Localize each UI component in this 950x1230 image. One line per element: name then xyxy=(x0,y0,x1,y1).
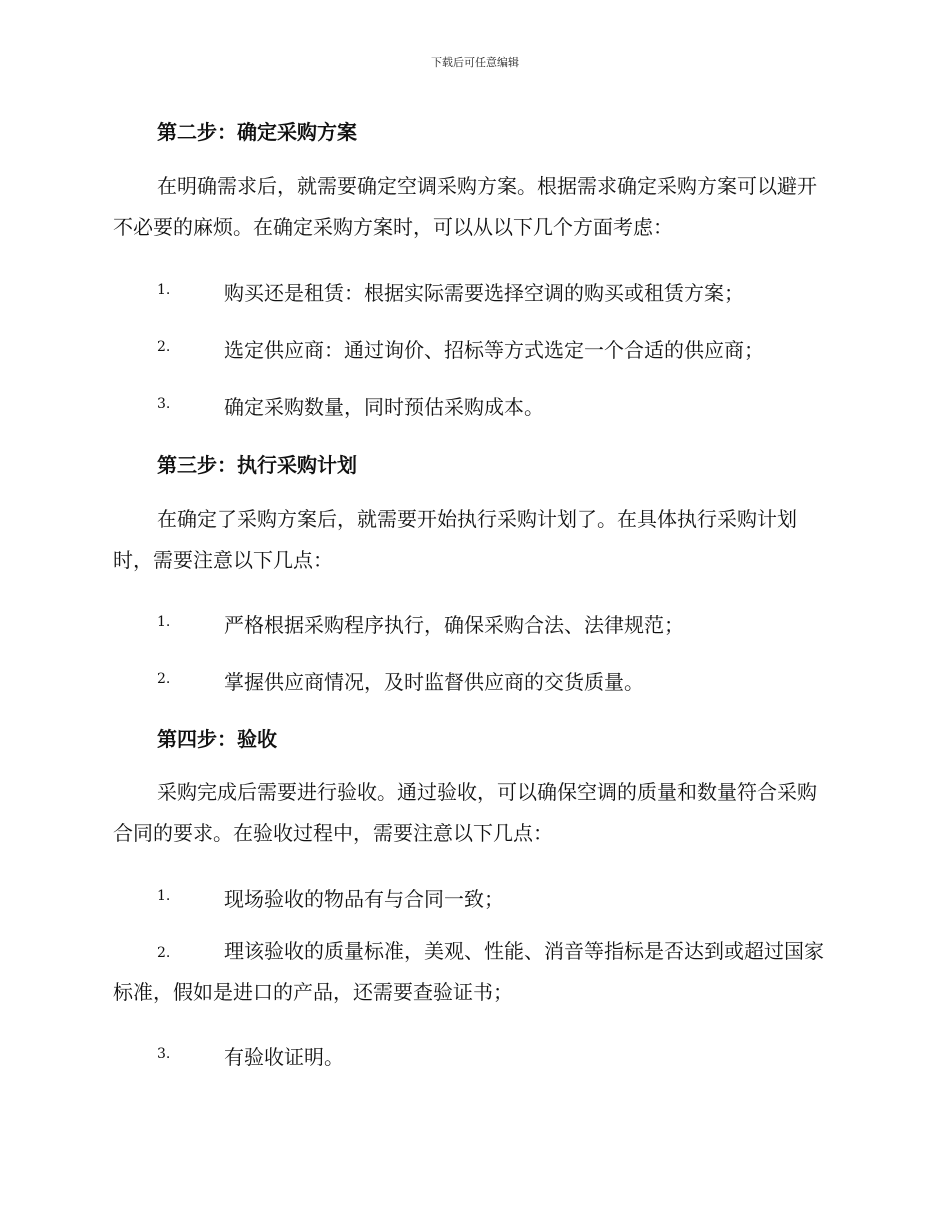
section-intro-step2: 在明确需求后，就需要确定空调采购方案。根据需求确定采购方案可以避开不必要的麻烦。在确定采购方案时，可以从以下几个方面考虑： xyxy=(113,174,817,239)
section-heading-step2: 第二步：确定采购方案 xyxy=(157,120,357,144)
list-item-number: 3. xyxy=(157,1046,171,1062)
list-item-text: 理该验收的质量标准，美观、性能、消音等指标是否达到或超过国家标准，假如是进口的产品，还需要查验证书； xyxy=(113,939,824,1004)
list-item-number: 2. xyxy=(157,945,171,961)
list-item-number: 2. xyxy=(157,671,171,687)
list-item-text: 有验收证明。 xyxy=(224,1045,344,1069)
section-intro-step4: 采购完成后需要进行验收。通过验收，可以确保空调的质量和数量符合采购合同的要求。在验收过程中，需要注意以下几点： xyxy=(113,780,817,845)
list-item-text: 严格根据采购程序执行，确保采购合法、法律规范； xyxy=(224,613,684,637)
list-item-text: 掌握供应商情况，及时监督供应商的交货质量。 xyxy=(224,670,644,694)
list-item-number: 1. xyxy=(157,614,171,630)
list-item-text: 现场验收的物品有与合同一致； xyxy=(224,887,504,911)
list-item-number: 2. xyxy=(157,339,171,355)
list-item-number: 3. xyxy=(157,396,171,412)
section-intro-step3: 在确定了采购方案后，就需要开始执行采购计划了。在具体执行采购计划时，需要注意以下几点： xyxy=(113,507,797,572)
list-item-text: 购买还是租赁：根据实际需要选择空调的购买或租赁方案； xyxy=(224,281,744,305)
list-item-text: 选定供应商：通过询价、招标等方式选定一个合适的供应商； xyxy=(224,338,764,362)
list-item-number: 1. xyxy=(157,888,171,904)
page-header: 下载后可任意编辑 xyxy=(431,56,519,69)
list-item-number: 1. xyxy=(157,282,171,298)
section-heading-step3: 第三步：执行采购计划 xyxy=(157,453,357,477)
list-item-text: 确定采购数量，同时预估采购成本。 xyxy=(224,395,544,419)
section-heading-step4: 第四步：验收 xyxy=(157,727,277,751)
